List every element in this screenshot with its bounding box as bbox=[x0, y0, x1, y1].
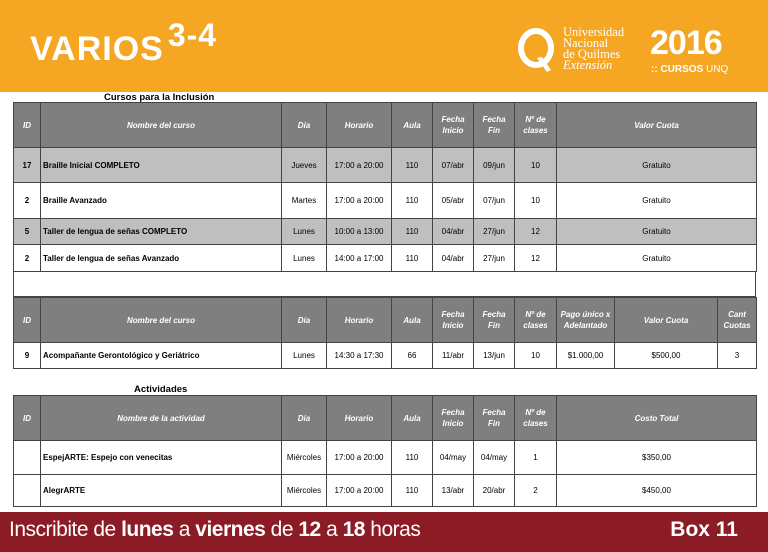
cell-fin: 27/jun bbox=[474, 245, 515, 272]
header-cell: Horario bbox=[327, 103, 392, 148]
university-name bbox=[563, 27, 624, 71]
title-superscript: 3-4 bbox=[167, 17, 218, 53]
footer-t8: 18 bbox=[342, 518, 365, 541]
header-cell: Día bbox=[282, 298, 327, 343]
footer-t6: 12 bbox=[298, 518, 321, 541]
table-spacer-row bbox=[13, 271, 756, 297]
cell-fin: 20/abr bbox=[474, 475, 515, 507]
header-cell: Pago único x Adelantado bbox=[557, 298, 615, 343]
cell-aula: 110 bbox=[392, 183, 433, 219]
cursos-unq-label bbox=[651, 64, 728, 75]
cell-horario: 10:00 a 13:00 bbox=[327, 219, 392, 245]
header-banner bbox=[0, 0, 768, 92]
header-cell: Fecha Inicio bbox=[433, 396, 474, 441]
cell-clases: 2 bbox=[515, 475, 557, 507]
cell-valor: $500,00 bbox=[615, 343, 718, 369]
year-label: 2016 bbox=[650, 24, 722, 62]
header-cell: Nombre del curso bbox=[41, 298, 282, 343]
header-cell: Horario bbox=[327, 298, 392, 343]
university-logo-icon bbox=[517, 28, 555, 74]
header-cell: Fecha Fin bbox=[474, 396, 515, 441]
cell-id: 2 bbox=[14, 183, 41, 219]
table-row bbox=[14, 148, 757, 183]
cell-clases: 12 bbox=[515, 245, 557, 272]
cell-dia: Jueves bbox=[282, 148, 327, 183]
header-cell: Cant Cuotas bbox=[718, 298, 757, 343]
cell-aula: 110 bbox=[392, 219, 433, 245]
cell-id: 2 bbox=[14, 245, 41, 272]
header-cell: Costo Total bbox=[557, 396, 757, 441]
cell-valor: Gratuito bbox=[557, 148, 757, 183]
cell-id: 5 bbox=[14, 219, 41, 245]
uni-line-4: Extensión bbox=[563, 58, 613, 72]
cell-name: Braille Avanzado bbox=[41, 183, 282, 219]
cell-dia: Lunes bbox=[282, 219, 327, 245]
cell-dia: Lunes bbox=[282, 245, 327, 272]
cell-dia: Miércoles bbox=[282, 441, 327, 475]
section-title-actividades: Actividades bbox=[134, 384, 188, 395]
table-header-row bbox=[14, 298, 757, 343]
cell-aula: 110 bbox=[392, 441, 433, 475]
header-cell: Nombre de la actividad bbox=[41, 396, 282, 441]
cell-horario: 17:00 a 20:00 bbox=[327, 183, 392, 219]
cell-valor: Gratuito bbox=[557, 219, 757, 245]
uni-line-1: Universidad bbox=[563, 25, 625, 39]
cell-clases: 12 bbox=[515, 219, 557, 245]
cell-fin: 09/jun bbox=[474, 148, 515, 183]
cell-id bbox=[14, 475, 41, 507]
cell-name: AlegrARTE bbox=[41, 475, 282, 507]
cell-name: Taller de lengua de señas COMPLETO bbox=[41, 219, 282, 245]
activities-table bbox=[13, 395, 757, 507]
cell-clases: 10 bbox=[515, 183, 557, 219]
cell-horario: 17:00 a 20:00 bbox=[327, 475, 392, 507]
cell-name: Taller de lengua de señas Avanzado bbox=[41, 245, 282, 272]
cell-name: Braille Inicial COMPLETO bbox=[41, 148, 282, 183]
footer-t5: de bbox=[265, 518, 299, 541]
courses-table-paid bbox=[13, 297, 757, 369]
table-row bbox=[14, 475, 757, 507]
header-cell: Valor Cuota bbox=[615, 298, 718, 343]
table-row bbox=[14, 183, 757, 219]
cell-id: 9 bbox=[14, 343, 41, 369]
header-cell: Nº de clases bbox=[515, 103, 557, 148]
cell-dia: Martes bbox=[282, 183, 327, 219]
courses-table-inclusion bbox=[13, 102, 757, 272]
cell-dia: Lunes bbox=[282, 343, 327, 369]
header-cell: Día bbox=[282, 396, 327, 441]
cell-horario: 14:30 a 17:30 bbox=[327, 343, 392, 369]
cell-clases: 10 bbox=[515, 343, 557, 369]
cell-valor: Gratuito bbox=[557, 183, 757, 219]
cell-clases: 10 bbox=[515, 148, 557, 183]
uni-line-3: de Quilmes bbox=[563, 47, 621, 61]
cell-aula: 110 bbox=[392, 475, 433, 507]
cell-aula: 110 bbox=[392, 245, 433, 272]
cell-horario: 17:00 a 20:00 bbox=[327, 148, 392, 183]
cell-aula: 66 bbox=[392, 343, 433, 369]
header-cell: Horario bbox=[327, 396, 392, 441]
header-cell: Nombre del curso bbox=[41, 103, 282, 148]
cell-horario: 17:00 a 20:00 bbox=[327, 441, 392, 475]
header-cell: Nº de clases bbox=[515, 396, 557, 441]
cell-inicio: 05/abr bbox=[433, 183, 474, 219]
cell-costo: $450,00 bbox=[557, 475, 757, 507]
header-cell: Fecha Inicio bbox=[433, 298, 474, 343]
cell-clases: 1 bbox=[515, 441, 557, 475]
cell-valor: Gratuito bbox=[557, 245, 757, 272]
header-cell: Fecha Fin bbox=[474, 298, 515, 343]
cell-id bbox=[14, 441, 41, 475]
header-cell: ID bbox=[14, 298, 41, 343]
footer-schedule-text bbox=[9, 518, 420, 542]
header-cell: Aula bbox=[392, 396, 433, 441]
cell-name: EspejARTE: Espejo con venecitas bbox=[41, 441, 282, 475]
footer-t3: a bbox=[173, 518, 196, 541]
cell-fin: 13/jun bbox=[474, 343, 515, 369]
footer-t7: a bbox=[320, 518, 343, 541]
cell-aula: 110 bbox=[392, 148, 433, 183]
box-label: Box 11 bbox=[670, 518, 738, 541]
cell-fin: 04/may bbox=[474, 441, 515, 475]
cell-name: Acompañante Gerontológico y Geriátrico bbox=[41, 343, 282, 369]
cell-inicio: 04/may bbox=[433, 441, 474, 475]
cell-fin: 27/jun bbox=[474, 219, 515, 245]
page-title bbox=[30, 17, 218, 69]
cell-inicio: 07/abr bbox=[433, 148, 474, 183]
cell-pago: $1.000,00 bbox=[557, 343, 615, 369]
cell-dia: Miércoles bbox=[282, 475, 327, 507]
table-header-row bbox=[14, 396, 757, 441]
cell-costo: $350,00 bbox=[557, 441, 757, 475]
header-cell: ID bbox=[14, 396, 41, 441]
header-cell: Aula bbox=[392, 103, 433, 148]
footer-t4: viernes bbox=[195, 518, 266, 541]
footer-t2: lunes bbox=[121, 518, 174, 541]
table-header-row bbox=[14, 103, 757, 148]
cell-fin: 07/jun bbox=[474, 183, 515, 219]
table-row bbox=[14, 441, 757, 475]
header-cell: Día bbox=[282, 103, 327, 148]
table-row bbox=[14, 245, 757, 272]
footer-banner bbox=[0, 512, 768, 552]
uni-line-2: Nacional bbox=[563, 36, 609, 50]
header-cell: ID bbox=[14, 103, 41, 148]
header-cell: Aula bbox=[392, 298, 433, 343]
cell-id: 17 bbox=[14, 148, 41, 183]
cursos-prefix: :: CURSOS bbox=[651, 64, 704, 75]
cell-inicio: 13/abr bbox=[433, 475, 474, 507]
cursos-suffix: UNQ bbox=[703, 64, 729, 75]
section-title-inclusion: Cursos para la Inclusión bbox=[104, 92, 215, 103]
header-cell: Nº de clases bbox=[515, 298, 557, 343]
cell-inicio: 11/abr bbox=[433, 343, 474, 369]
cell-inicio: 04/abr bbox=[433, 219, 474, 245]
header-cell: Fecha Fin bbox=[474, 103, 515, 148]
footer-t9: horas bbox=[364, 518, 421, 541]
table-row bbox=[14, 343, 757, 369]
cell-inicio: 04/abr bbox=[433, 245, 474, 272]
table-row bbox=[14, 219, 757, 245]
title-text: VARIOS bbox=[30, 30, 164, 68]
header-cell: Fecha Inicio bbox=[433, 103, 474, 148]
footer-t1: Inscribite de bbox=[9, 518, 122, 541]
cell-cuotas: 3 bbox=[718, 343, 757, 369]
header-cell: Valor Cuota bbox=[557, 103, 757, 148]
cell-horario: 14:00 a 17:00 bbox=[327, 245, 392, 272]
